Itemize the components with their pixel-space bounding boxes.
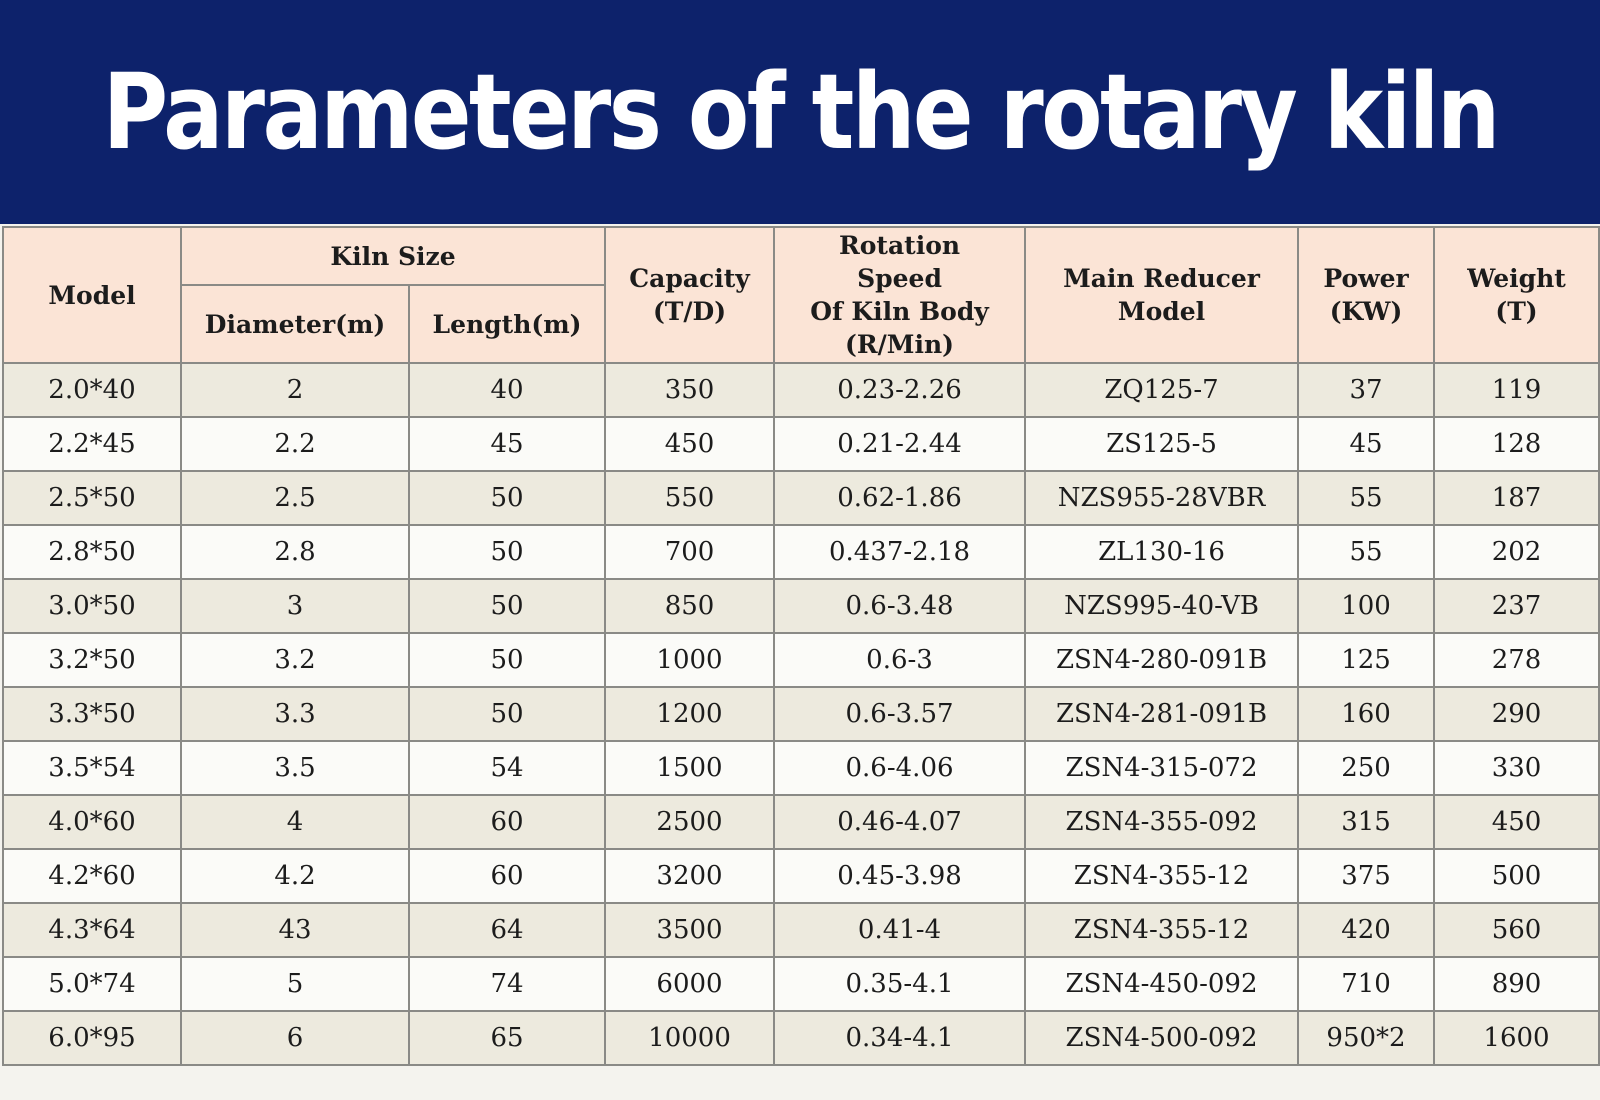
cell-reducer-model: ZL130-16 [1025,525,1298,579]
cell-rotation-speed: 0.6-3 [774,633,1025,687]
cell-reducer-model: ZQ125-7 [1025,363,1298,417]
table-row [3,849,1599,903]
cell-capacity: 3500 [605,903,774,957]
cell-capacity: 550 [605,471,774,525]
cell-diameter: 3.2 [181,633,409,687]
cell-power: 375 [1298,849,1434,903]
cell-capacity: 10000 [605,1011,774,1065]
cell-length: 40 [409,363,605,417]
header-length: Length(m) [409,285,605,363]
cell-rotation-speed: 0.437-2.18 [774,525,1025,579]
header-power-line: Power [1323,264,1409,293]
table-row [3,903,1599,957]
cell-length: 54 [409,741,605,795]
cell-reducer-model: ZS125-5 [1025,417,1298,471]
table-row [3,363,1599,417]
header-capacity-line: Capacity [629,264,750,293]
table-row [3,471,1599,525]
cell-length: 50 [409,633,605,687]
cell-power: 710 [1298,957,1434,1011]
cell-rotation-speed: 0.46-4.07 [774,795,1025,849]
cell-capacity: 450 [605,417,774,471]
cell-reducer-model: ZSN4-281-091B [1025,687,1298,741]
cell-length: 50 [409,579,605,633]
cell-reducer-model: ZSN4-280-091B [1025,633,1298,687]
table-row [3,1011,1599,1065]
table-row [3,525,1599,579]
cell-weight: 1600 [1434,1011,1599,1065]
cell-power: 315 [1298,795,1434,849]
header-rotation-line: Of Kiln Body [810,297,989,326]
parameters-table [2,226,1600,1066]
cell-length: 50 [409,525,605,579]
title-banner [0,0,1600,224]
cell-weight: 890 [1434,957,1599,1011]
header-model: Model [3,227,181,363]
header-capacity-unit: (T/D) [652,297,727,326]
cell-weight: 278 [1434,633,1599,687]
cell-model: 2.8*50 [3,525,181,579]
cell-power: 950*2 [1298,1011,1434,1065]
cell-weight: 237 [1434,579,1599,633]
cell-power: 420 [1298,903,1434,957]
header-diameter: Diameter(m) [181,285,409,363]
cell-rotation-speed: 0.23-2.26 [774,363,1025,417]
table-row [3,957,1599,1011]
cell-length: 50 [409,687,605,741]
cell-power: 160 [1298,687,1434,741]
cell-reducer-model: ZSN4-500-092 [1025,1011,1298,1065]
cell-rotation-speed: 0.62-1.86 [774,471,1025,525]
cell-weight: 290 [1434,687,1599,741]
cell-length: 50 [409,471,605,525]
cell-diameter: 2.8 [181,525,409,579]
cell-rotation-speed: 0.6-3.48 [774,579,1025,633]
cell-weight: 187 [1434,471,1599,525]
cell-capacity: 1500 [605,741,774,795]
header-row-1 [3,227,1599,285]
cell-rotation-speed: 0.45-3.98 [774,849,1025,903]
parameters-table-container [0,224,1600,1100]
cell-length: 45 [409,417,605,471]
table-row [3,687,1599,741]
cell-weight: 330 [1434,741,1599,795]
cell-rotation-speed: 0.34-4.1 [774,1011,1025,1065]
header-kiln-size: Kiln Size [181,227,605,285]
cell-power: 100 [1298,579,1434,633]
cell-capacity: 2500 [605,795,774,849]
cell-model: 3.2*50 [3,633,181,687]
cell-reducer-model: ZSN4-450-092 [1025,957,1298,1011]
cell-weight: 202 [1434,525,1599,579]
cell-power: 45 [1298,417,1434,471]
cell-length: 60 [409,849,605,903]
cell-diameter: 3.5 [181,741,409,795]
header-weight-unit: (T) [1495,297,1538,326]
cell-weight: 560 [1434,903,1599,957]
cell-diameter: 2 [181,363,409,417]
cell-diameter: 4.2 [181,849,409,903]
header-weight-line: Weight [1467,264,1566,293]
cell-capacity: 1000 [605,633,774,687]
table-row [3,795,1599,849]
header-power [1298,227,1434,363]
table-row [3,741,1599,795]
cell-model: 4.3*64 [3,903,181,957]
cell-diameter: 5 [181,957,409,1011]
cell-power: 55 [1298,471,1434,525]
table-row [3,633,1599,687]
cell-reducer-model: ZSN4-355-12 [1025,903,1298,957]
cell-length: 64 [409,903,605,957]
cell-power: 37 [1298,363,1434,417]
page-title: Parameters of the rotary kiln [102,51,1498,173]
table-row [3,417,1599,471]
cell-model: 4.0*60 [3,795,181,849]
cell-rotation-speed: 0.6-3.57 [774,687,1025,741]
cell-model: 2.2*45 [3,417,181,471]
cell-diameter: 2.5 [181,471,409,525]
cell-capacity: 850 [605,579,774,633]
cell-weight: 119 [1434,363,1599,417]
cell-capacity: 700 [605,525,774,579]
cell-length: 65 [409,1011,605,1065]
cell-weight: 450 [1434,795,1599,849]
cell-capacity: 350 [605,363,774,417]
header-power-unit: (KW) [1329,297,1403,326]
header-rotation-line: Speed [857,264,942,293]
cell-capacity: 3200 [605,849,774,903]
cell-weight: 128 [1434,417,1599,471]
header-reducer-line: Model [1117,297,1206,326]
cell-model: 3.3*50 [3,687,181,741]
cell-rotation-speed: 0.35-4.1 [774,957,1025,1011]
cell-model: 2.5*50 [3,471,181,525]
cell-reducer-model: ZSN4-315-072 [1025,741,1298,795]
cell-model: 4.2*60 [3,849,181,903]
cell-weight: 500 [1434,849,1599,903]
cell-reducer-model: ZSN4-355-12 [1025,849,1298,903]
cell-diameter: 4 [181,795,409,849]
cell-rotation-speed: 0.41-4 [774,903,1025,957]
cell-model: 3.0*50 [3,579,181,633]
cell-power: 125 [1298,633,1434,687]
cell-length: 60 [409,795,605,849]
cell-rotation-speed: 0.21-2.44 [774,417,1025,471]
cell-diameter: 43 [181,903,409,957]
cell-rotation-speed: 0.6-4.06 [774,741,1025,795]
cell-model: 6.0*95 [3,1011,181,1065]
cell-diameter: 3 [181,579,409,633]
header-rotation-speed [774,227,1025,363]
cell-capacity: 1200 [605,687,774,741]
cell-power: 250 [1298,741,1434,795]
cell-diameter: 2.2 [181,417,409,471]
cell-model: 5.0*74 [3,957,181,1011]
cell-length: 74 [409,957,605,1011]
cell-model: 2.0*40 [3,363,181,417]
cell-diameter: 6 [181,1011,409,1065]
cell-diameter: 3.3 [181,687,409,741]
header-main-reducer [1025,227,1298,363]
cell-reducer-model: NZS955-28VBR [1025,471,1298,525]
header-rotation-line: Rotation [838,231,961,260]
header-rotation-unit: (R/Min) [845,330,954,359]
cell-power: 55 [1298,525,1434,579]
table-row [3,579,1599,633]
header-weight [1434,227,1599,363]
header-reducer-line: Main Reducer [1063,264,1260,293]
cell-model: 3.5*54 [3,741,181,795]
cell-reducer-model: NZS995-40-VB [1025,579,1298,633]
cell-reducer-model: ZSN4-355-092 [1025,795,1298,849]
header-capacity [605,227,774,363]
cell-capacity: 6000 [605,957,774,1011]
